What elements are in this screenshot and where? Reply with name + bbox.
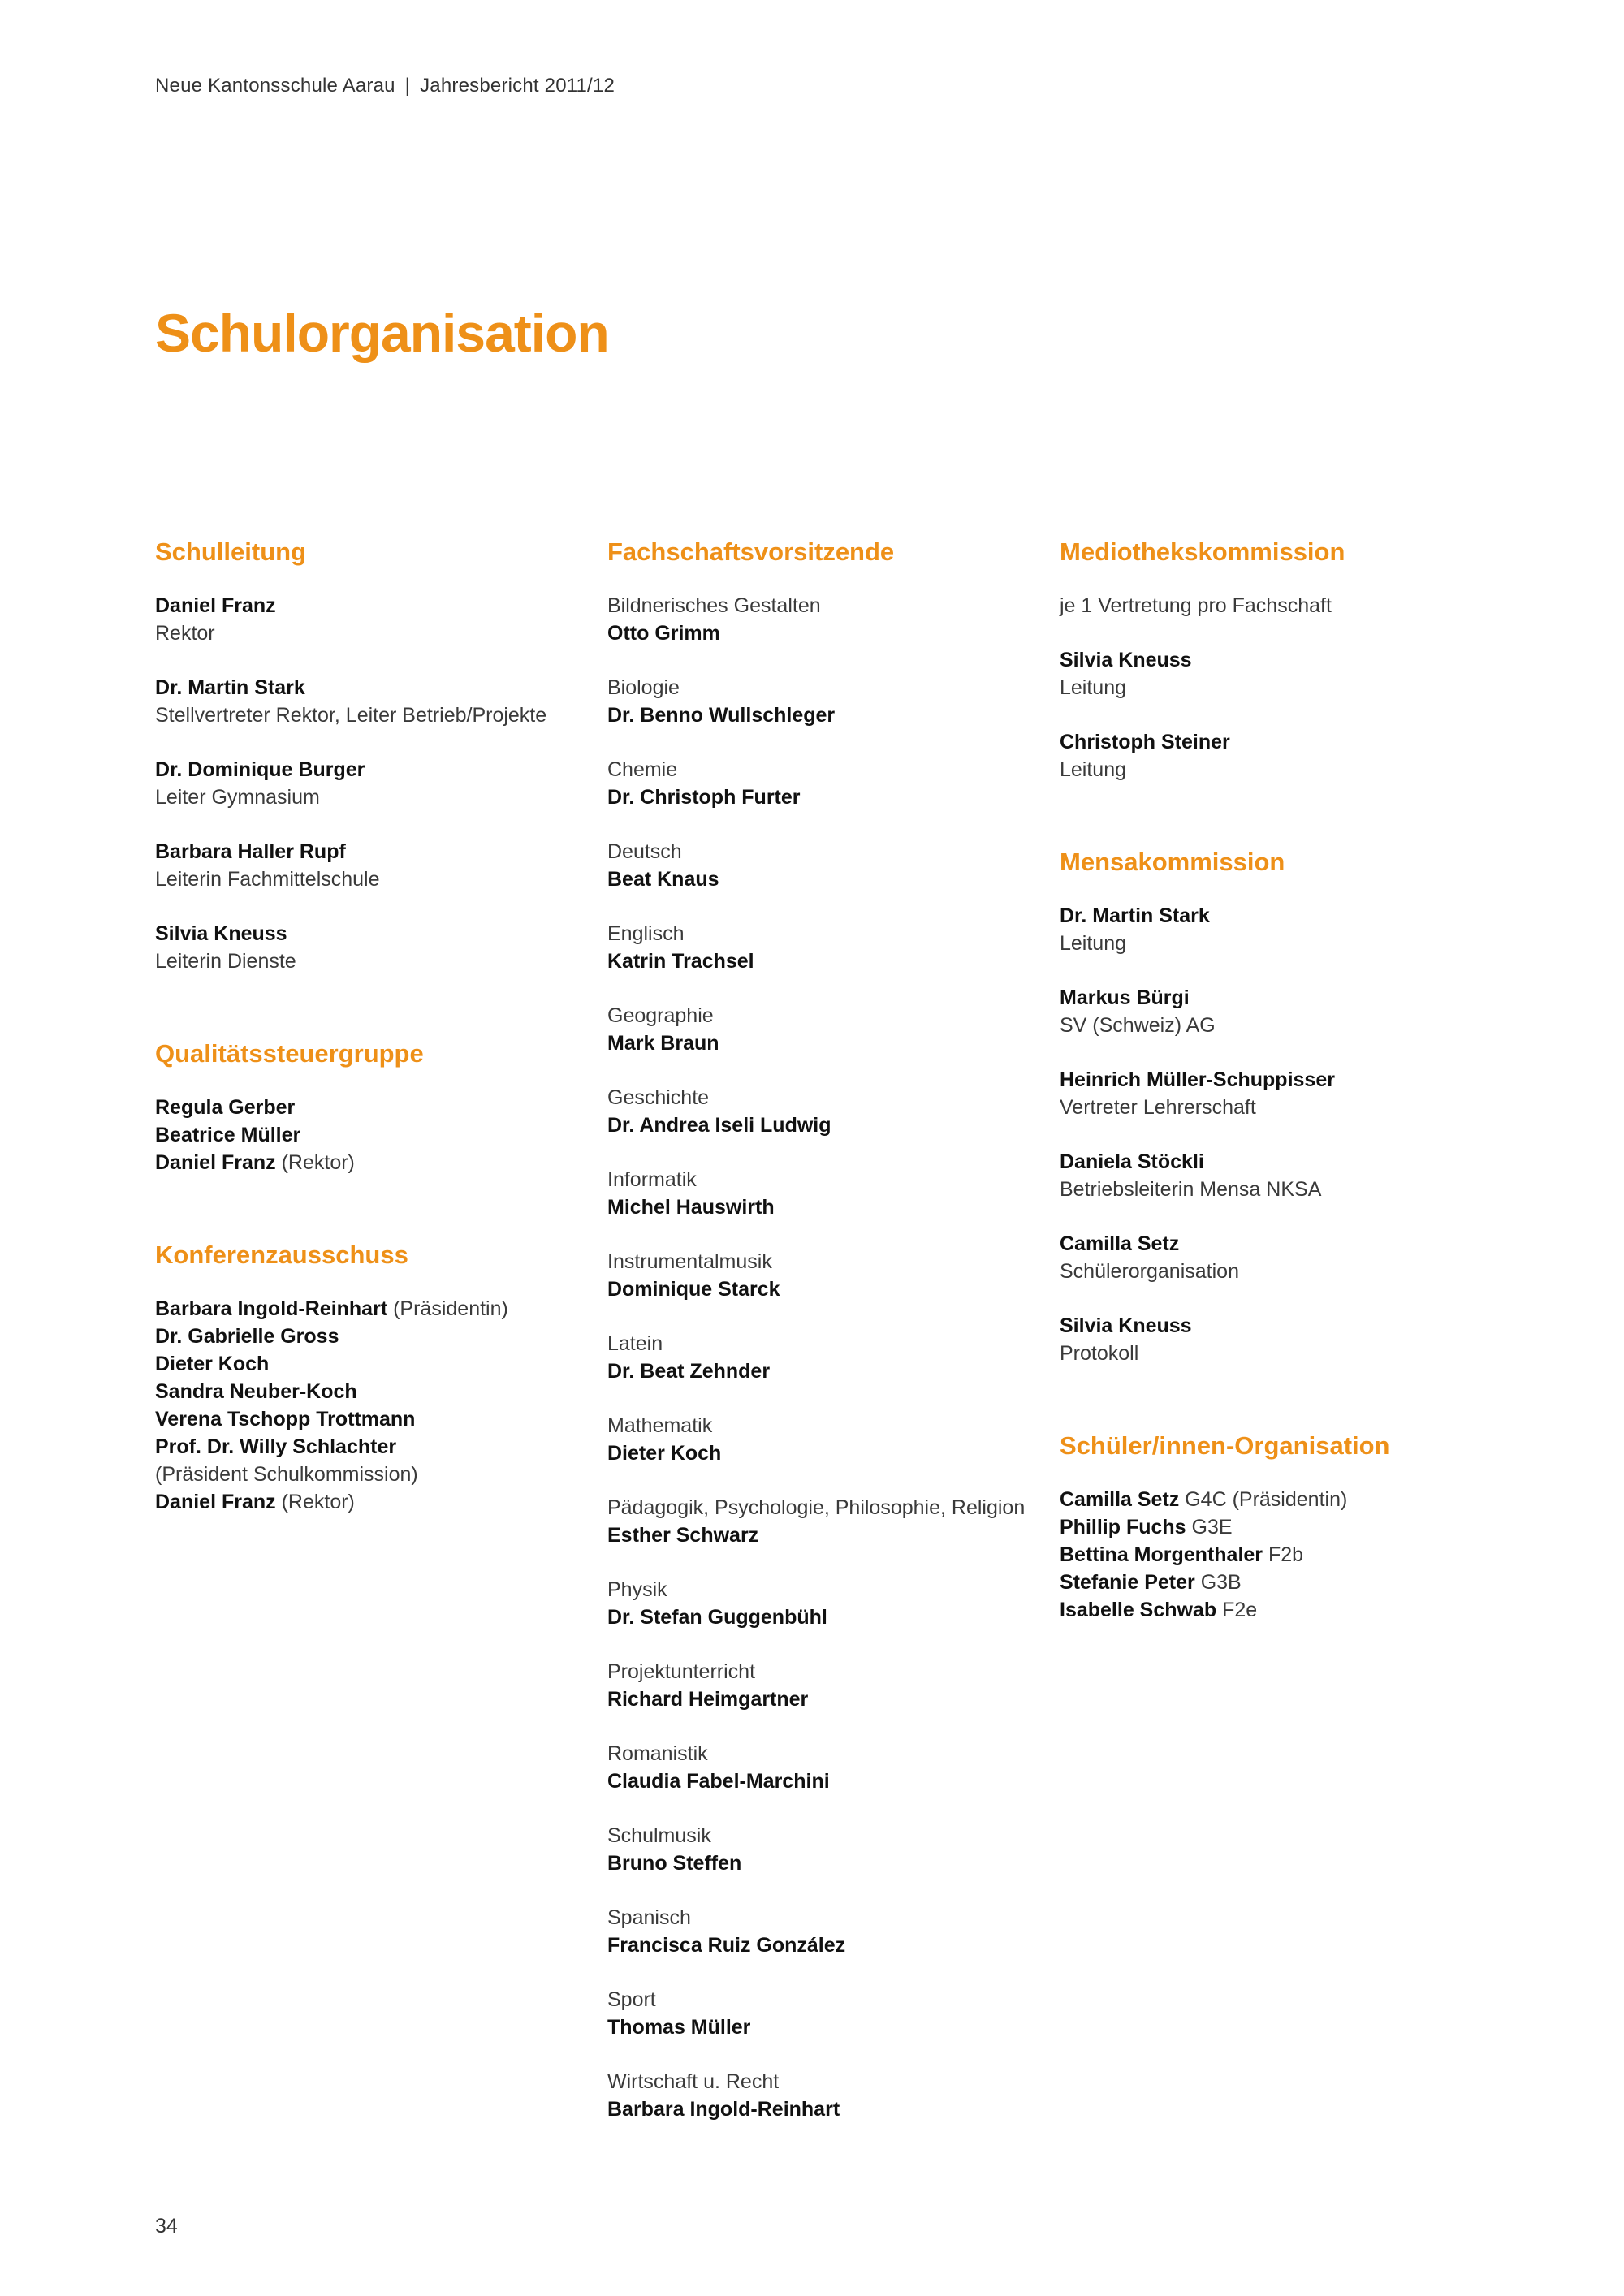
- person-role: Leiterin Dienste: [155, 950, 296, 973]
- member-line: [155, 1121, 594, 1149]
- member-line: [155, 1295, 594, 1323]
- subject-entry: [607, 1002, 1046, 1057]
- subject-name: Chemie: [607, 758, 678, 781]
- section-mensa: [1060, 846, 1498, 1367]
- member-note: F2b: [1263, 1543, 1304, 1566]
- person-role: SV (Schweiz) AG: [1060, 1014, 1216, 1037]
- member-note: (Präsident Schulkommission): [155, 1463, 418, 1486]
- member-note: G4C (Präsidentin): [1179, 1488, 1348, 1511]
- page-number: 34: [155, 2215, 178, 2238]
- person-role: Leitung: [1060, 758, 1127, 781]
- member-line: [1060, 1486, 1498, 1513]
- person-role: Leitung: [1060, 932, 1127, 955]
- person-entry: [155, 838, 594, 893]
- subject-entry: [607, 1822, 1046, 1877]
- subject-entry: [607, 592, 1046, 647]
- intro-entry: [1060, 592, 1498, 619]
- member-name: Beatrice Müller: [155, 1124, 301, 1146]
- member-note: (Rektor): [275, 1151, 355, 1174]
- person-name: Christoph Steiner: [1060, 731, 1230, 753]
- person-entry: [1060, 728, 1498, 783]
- subject-name: Geschichte: [607, 1086, 710, 1109]
- member-line: [155, 1350, 594, 1378]
- subject-name: Geographie: [607, 1004, 714, 1027]
- person-name: Barbara Haller Rupf: [155, 840, 346, 863]
- chair-name: Dr. Beat Zehnder: [607, 1360, 771, 1383]
- running-header: [155, 75, 615, 97]
- section-title-qualitaet: Qualitätssteuergruppe: [155, 1039, 424, 1068]
- chair-name: Esther Schwarz: [607, 1524, 759, 1547]
- subject-name: Englisch: [607, 922, 685, 945]
- section-spacer: [155, 1002, 594, 1038]
- chair-name: Dominique Starck: [607, 1278, 780, 1301]
- member-name: Prof. Dr. Willy Schlachter: [155, 1435, 397, 1458]
- member-note: G3E: [1186, 1516, 1233, 1539]
- person-entry: [155, 592, 594, 647]
- subject-name: Deutsch: [607, 840, 682, 863]
- section-fachschaft: [607, 536, 1046, 2123]
- subject-name: Spanisch: [607, 1906, 691, 1929]
- chair-name: Dieter Koch: [607, 1442, 722, 1465]
- person-entry: [155, 674, 594, 729]
- subject-entry: [607, 838, 1046, 893]
- chair-name: Richard Heimgartner: [607, 1688, 809, 1711]
- person-name: Markus Bürgi: [1060, 986, 1190, 1009]
- member-line: [155, 1461, 594, 1488]
- member-line: [155, 1378, 594, 1405]
- person-name: Dr. Martin Stark: [155, 676, 305, 699]
- person-entry: [1060, 1066, 1498, 1121]
- subject-entry: [607, 674, 1046, 729]
- section-title-mensa: Mensakommission: [1060, 848, 1285, 876]
- chair-name: Dr. Benno Wullschleger: [607, 704, 836, 727]
- subject-name: Sport: [607, 1988, 656, 2011]
- person-name: Silvia Kneuss: [155, 922, 287, 945]
- person-entry: [1060, 1312, 1498, 1367]
- member-name: Isabelle Schwab: [1060, 1599, 1217, 1621]
- member-list: [155, 1295, 594, 1516]
- subject-name: Biologie: [607, 676, 680, 699]
- chair-name: Katrin Trachsel: [607, 950, 754, 973]
- member-name: Bettina Morgenthaler: [1060, 1543, 1263, 1566]
- person-entry: [1060, 902, 1498, 957]
- subject-entry: [607, 756, 1046, 811]
- member-line: [155, 1323, 594, 1350]
- member-name: Stefanie Peter: [1060, 1571, 1195, 1594]
- section-spacer: [1060, 810, 1498, 846]
- chair-name: Beat Knaus: [607, 868, 719, 891]
- header-report: Jahresbericht 2011/12: [420, 75, 615, 97]
- header-separator: |: [404, 75, 411, 97]
- column-left: [155, 536, 594, 1543]
- subject-entry: [607, 1576, 1046, 1631]
- section-qualitaet: [155, 1038, 594, 1176]
- member-list: [155, 1094, 594, 1176]
- subject-name: Schulmusik: [607, 1824, 711, 1847]
- chair-name: Claudia Fabel-Marchini: [607, 1770, 830, 1793]
- person-name: Dr. Dominique Burger: [155, 758, 365, 781]
- chair-name: Thomas Müller: [607, 2016, 751, 2039]
- chair-name: Michel Hauswirth: [607, 1196, 775, 1219]
- person-role: Vertreter Lehrerschaft: [1060, 1096, 1256, 1119]
- person-entry: [1060, 1230, 1498, 1285]
- member-line: [155, 1433, 594, 1461]
- person-role: Rektor: [155, 622, 215, 645]
- person-name: Dr. Martin Stark: [1060, 904, 1210, 927]
- person-name: Daniel Franz: [155, 594, 276, 617]
- subject-name: Instrumentalmusik: [607, 1250, 772, 1273]
- person-role: Leiter Gymnasium: [155, 786, 320, 809]
- subject-name: Bildnerisches Gestalten: [607, 594, 821, 617]
- member-name: Barbara Ingold-Reinhart: [155, 1297, 388, 1320]
- subject-entry: [607, 1248, 1046, 1303]
- subject-name: Informatik: [607, 1168, 697, 1191]
- column-middle: [607, 536, 1046, 2150]
- person-name: Heinrich Müller-Schuppisser: [1060, 1068, 1335, 1091]
- page-title: Schulorganisation: [155, 303, 609, 363]
- person-role: Stellvertreter Rektor, Leiter Betrieb/Projekte: [155, 704, 547, 727]
- member-name: Dieter Koch: [155, 1353, 270, 1375]
- subject-name: Romanistik: [607, 1742, 708, 1765]
- subject-entry: [607, 920, 1046, 975]
- person-role: Leiterin Fachmittelschule: [155, 868, 380, 891]
- chair-name: Dr. Stefan Guggenbühl: [607, 1606, 827, 1629]
- person-name: Silvia Kneuss: [1060, 1314, 1192, 1337]
- chair-name: Bruno Steffen: [607, 1852, 742, 1875]
- section-spacer: [155, 1203, 594, 1239]
- person-name: Camilla Setz: [1060, 1232, 1180, 1255]
- member-line: [1060, 1513, 1498, 1541]
- chair-name: Mark Braun: [607, 1032, 719, 1055]
- mediothek-intro: je 1 Vertretung pro Fachschaft: [1060, 594, 1332, 617]
- member-name: Dr. Gabrielle Gross: [155, 1325, 339, 1348]
- member-note: (Rektor): [275, 1491, 355, 1513]
- section-title-schulleitung: Schulleitung: [155, 537, 306, 566]
- subject-entry: [607, 2068, 1046, 2123]
- section-schueler: [1060, 1430, 1498, 1624]
- member-line: [1060, 1596, 1498, 1624]
- chair-name: Dr. Christoph Furter: [607, 786, 801, 809]
- section-title-mediothek: Mediothekskommission: [1060, 537, 1345, 566]
- subject-entry: [607, 1904, 1046, 1959]
- person-name: Daniela Stöckli: [1060, 1150, 1204, 1173]
- person-entry: [1060, 984, 1498, 1039]
- subject-name: Pädagogik, Psychologie, Philosophie, Religion: [607, 1496, 1026, 1519]
- member-line: [1060, 1541, 1498, 1569]
- subject-entry: [607, 1740, 1046, 1795]
- section-mediothek: [1060, 536, 1498, 783]
- section-title-schueler: Schüler/innen-Organisation: [1060, 1431, 1390, 1460]
- section-title-konferenz: Konferenzausschuss: [155, 1241, 408, 1269]
- member-name: Sandra Neuber-Koch: [155, 1380, 357, 1403]
- subject-entry: [607, 1166, 1046, 1221]
- subject-entry: [607, 1986, 1046, 2041]
- section-schulleitung: [155, 536, 594, 975]
- member-note: G3B: [1194, 1571, 1242, 1594]
- subject-entry: [607, 1330, 1046, 1385]
- subject-entry: [607, 1412, 1046, 1467]
- header-school: Neue Kantonsschule Aarau: [155, 75, 395, 97]
- person-role: Betriebsleiterin Mensa NKSA: [1060, 1178, 1322, 1201]
- member-line: [155, 1405, 594, 1433]
- member-name: Camilla Setz: [1060, 1488, 1180, 1511]
- person-role: Leitung: [1060, 676, 1127, 699]
- section-spacer: [1060, 1394, 1498, 1430]
- person-role: Schülerorganisation: [1060, 1260, 1239, 1283]
- person-entry: [155, 756, 594, 811]
- member-name: Verena Tschopp Trottmann: [155, 1408, 416, 1431]
- member-line: [155, 1488, 594, 1516]
- member-line: [1060, 1569, 1498, 1596]
- subject-name: Physik: [607, 1578, 667, 1601]
- subject-entry: [607, 1494, 1046, 1549]
- section-konferenz: [155, 1239, 594, 1516]
- subject-name: Projektunterricht: [607, 1660, 756, 1683]
- member-name: Phillip Fuchs: [1060, 1516, 1186, 1539]
- subject-name: Wirtschaft u. Recht: [607, 2070, 780, 2093]
- person-entry: [1060, 646, 1498, 701]
- member-line: [155, 1094, 594, 1121]
- subject-entry: [607, 1658, 1046, 1713]
- member-line: [155, 1149, 594, 1176]
- member-note: F2e: [1216, 1599, 1258, 1621]
- column-right: [1060, 536, 1498, 1651]
- member-list: [1060, 1486, 1498, 1624]
- chair-name: Otto Grimm: [607, 622, 720, 645]
- person-entry: [155, 920, 594, 975]
- subject-name: Mathematik: [607, 1414, 713, 1437]
- person-entry: [1060, 1148, 1498, 1203]
- person-name: Silvia Kneuss: [1060, 649, 1192, 671]
- member-name: Daniel Franz: [155, 1491, 276, 1513]
- person-role: Protokoll: [1060, 1342, 1139, 1365]
- member-name: Daniel Franz: [155, 1151, 276, 1174]
- subject-entry: [607, 1084, 1046, 1139]
- subject-name: Latein: [607, 1332, 663, 1355]
- chair-name: Francisca Ruiz González: [607, 1934, 846, 1957]
- chair-name: Dr. Andrea Iseli Ludwig: [607, 1114, 831, 1137]
- section-title-fachschaft: Fachschaftsvorsitzende: [607, 537, 895, 566]
- chair-name: Barbara Ingold-Reinhart: [607, 2098, 840, 2121]
- member-name: Regula Gerber: [155, 1096, 296, 1119]
- member-note: (Präsidentin): [387, 1297, 508, 1320]
